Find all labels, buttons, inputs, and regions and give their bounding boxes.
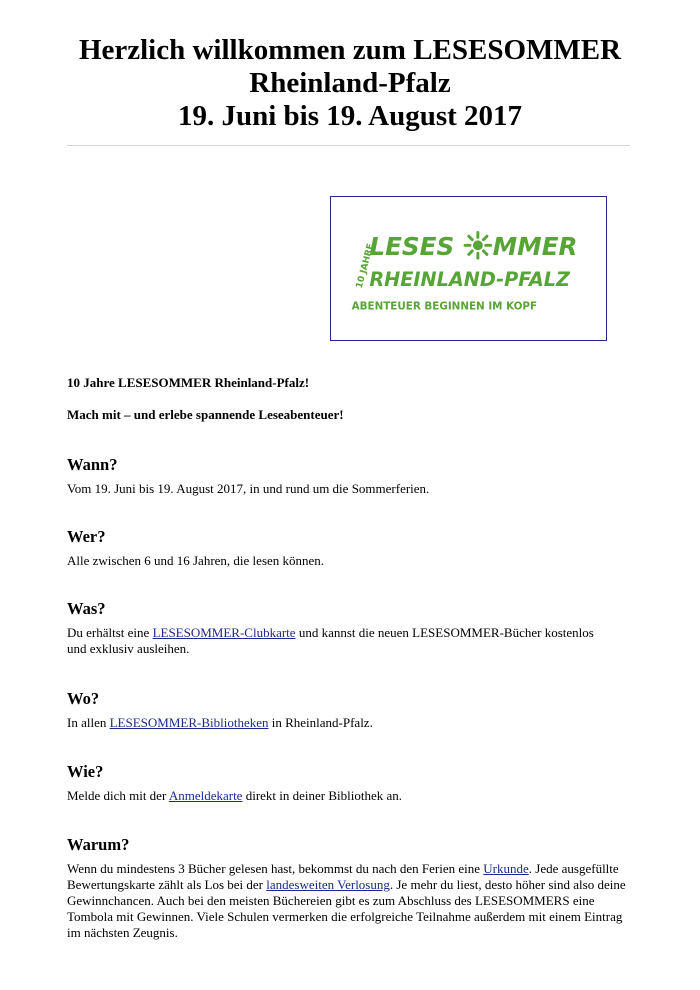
text-warum — [67, 861, 632, 941]
heading-wann: Wann? — [67, 455, 118, 474]
logo-tagline: ABENTEUER BEGINNEN IM KOPF — [351, 300, 538, 313]
logo-badge: 10 JAHRE — [354, 242, 377, 290]
logo-word-part2: MMER — [492, 232, 578, 262]
bibliotheken-link[interactable]: LESESOMMER-Bibliotheken — [109, 715, 269, 730]
text-wie-post: direkt in deiner Bibliothek an. — [242, 788, 403, 803]
anmeldekarte-link[interactable]: Anmeldekarte — [168, 788, 243, 803]
text-was — [67, 625, 597, 657]
clubkarte-link[interactable]: LESESOMMER-Clubkarte — [152, 625, 296, 640]
heading-warum: Warum? — [67, 835, 130, 854]
title-line-3: 19. Juni bis 19. August 2017 — [177, 100, 523, 132]
page-title — [40, 34, 660, 133]
text-was-post: und kannst die neuen LESESOMMER-Bücher kostenlos und exklusiv ausleihen. — [67, 625, 594, 656]
intro-line-1: 10 Jahre LESESOMMER Rheinland-Pfalz! — [67, 375, 310, 390]
heading-wer: Wer? — [67, 527, 106, 546]
text-warum-pre: Wenn du mindestens 3 Bücher gelesen hast, bekommst du nach den Ferien eine — [67, 861, 484, 876]
logo-word-part1: LESES — [369, 232, 455, 262]
logo-line2: RHEINLAND-PFALZ — [369, 267, 570, 291]
heading-was: Was? — [67, 599, 106, 618]
text-wann: Vom 19. Juni bis 19. August 2017, in und rund um die Sommerferien. — [67, 481, 430, 496]
text-wie-pre: Melde dich mit der — [67, 788, 169, 803]
sun-icon — [465, 233, 491, 259]
text-warum-mid: . Jede ausgefüllte Bewertungskarte zählt als Los bei der — [67, 861, 619, 892]
horizontal-divider — [67, 145, 630, 146]
logo-graphic — [331, 197, 606, 340]
heading-wie: Wie? — [67, 762, 104, 781]
text-wie — [67, 788, 632, 804]
text-warum-post: . Je mehr du liest, desto höher sind also deine Gewinnchancen. Auch bei den meisten Büchereien gibt es zum Abschluss des LESESOMMERS eine Tombola mit Gewinnen. Viele Schulen vermerken die erfolgreiche Teilnahme außerdem mit einem Eintrag im nächsten Zeugnis. — [67, 877, 626, 940]
title-line-1: Herzlich willkommen zum LESESOMMER — [78, 34, 622, 66]
verlosung-link[interactable]: landesweiten Verlosung — [266, 877, 390, 892]
text-wo-pre: In allen — [67, 715, 110, 730]
text-wer: Alle zwischen 6 und 16 Jahren, die lesen können. — [67, 553, 325, 568]
text-wo — [67, 715, 632, 731]
title-line-2: Rheinland-Pfalz — [249, 67, 451, 99]
text-wo-post: in Rheinland-Pfalz. — [268, 715, 373, 730]
heading-wo: Wo? — [67, 689, 100, 708]
lesesommer-logo — [330, 196, 607, 341]
intro-line-2: Mach mit – und erlebe spannende Leseabenteuer! — [67, 407, 344, 422]
urkunde-link[interactable]: Urkunde — [483, 861, 529, 876]
text-was-pre: Du erhältst eine — [67, 625, 153, 640]
